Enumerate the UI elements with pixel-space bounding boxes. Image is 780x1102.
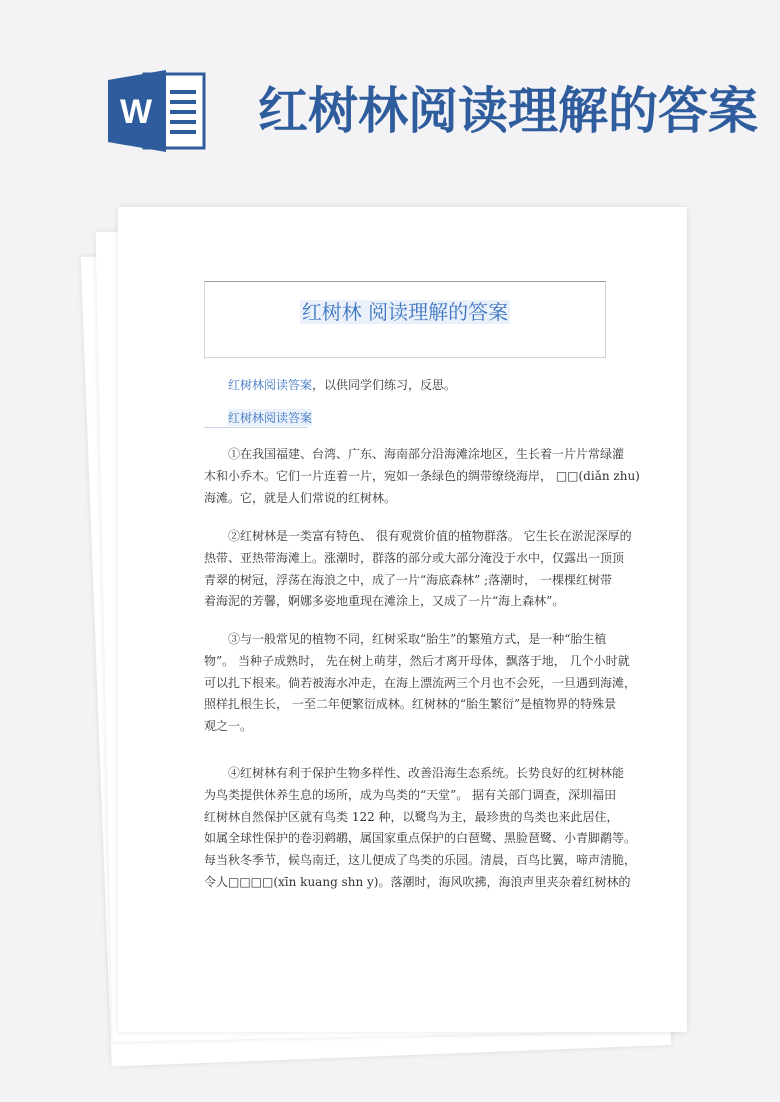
intro-link[interactable]: 红树林阅读答案 <box>228 378 313 392</box>
paragraph-line: 观之一。 <box>204 719 253 734</box>
paragraph-line: 可以扎下根来。倘若被海水冲走，在海上漂流两三个月也不会死，一旦遇到海滩， <box>204 675 637 690</box>
paragraph-line: 红树林自然保护区就有鸟类 122 种，以鹭鸟为主，最珍贵的鸟类也来此居住， <box>204 809 619 824</box>
paragraph-4 <box>204 763 637 894</box>
paragraph-line: ③与一般常见的植物不同，红树采取“胎生”的繁殖方式，是一种“胎生植 <box>228 632 607 646</box>
paragraph-line: ④红树林有利于保护生物多样性、改善沿海生态系统。长势良好的红树林能 <box>228 766 625 780</box>
paragraph-line: ①在我国福建、台湾、广东、海南部分沿海滩涂地区，生长着一片片常绿灌 <box>228 447 625 461</box>
document-title-box <box>204 281 606 358</box>
svg-text:W: W <box>119 93 153 131</box>
word-document-icon <box>108 68 208 154</box>
paragraph-line: 令人□□□□(xīn kuang shn y)。落潮时，海风吹拂，海浪声里夹杂着红树林的 <box>204 874 631 889</box>
paragraph-line: 着海泥的芳馨，婀娜多姿地重现在滩涂上，又成了一片“海上森林”。 <box>204 594 565 609</box>
paragraph-line: 青翠的树冠，浮荡在海浪之中，成了一片“海底森林” ;落潮时， 一棵棵红树带 <box>204 572 612 587</box>
intro-line <box>228 375 456 395</box>
paragraph-line: ②红树林是一类富有特色、 很有观赏价值的植物群落。 它生长在淤泥深厚的 <box>228 529 632 543</box>
paragraph-line: 如属全球性保护的卷羽鹈鹕，属国家重点保护的白琶鹭、黑脸琶鹭、小青脚鹬等。 <box>204 831 637 846</box>
banner <box>0 0 780 190</box>
paragraph-line: 为鸟类提供休养生息的场所，成为鸟类的“天堂”。 据有关部门调查，深圳福田 <box>204 787 617 802</box>
paragraph-line: 物”。 当种子成熟时， 先在树上萌芽，然后才离开母体，飘落于地， 几个小时就 <box>204 653 630 668</box>
paragraph-line: 海滩。它，就是人们常说的红树林。 <box>204 490 397 505</box>
document-page <box>118 207 687 1032</box>
paragraph-3 <box>204 629 637 738</box>
subheading-text: 红树林阅读答案 <box>228 411 313 425</box>
paragraph-2 <box>204 526 632 613</box>
paragraph-1 <box>204 444 640 509</box>
paragraph-line: 木和小乔木。它们一片连着一片，宛如一条绿色的绸带缭绕海岸， □□(diǎn zhu) <box>204 468 640 483</box>
banner-title: 红树林阅读理解的答案 <box>258 82 758 140</box>
intro-text: ，以供同学们练习，反思。 <box>312 378 457 392</box>
subheading <box>204 407 313 428</box>
paragraph-line: 照样扎根生长， 一至二年便繁衍成林。红树林的“胎生繁衍”是植物界的特殊景 <box>204 697 617 712</box>
document-title: 红树林 阅读理解的答案 <box>301 300 509 324</box>
paragraph-line: 热带、亚热带海滩上。涨潮时，群落的部分或大部分淹没于水中，仅露出一顶顶 <box>204 550 625 565</box>
paragraph-line: 每当秋冬季节，候鸟南迁，这儿便成了鸟类的乐园。清晨，百鸟比翼，啼声清脆， <box>204 853 637 868</box>
